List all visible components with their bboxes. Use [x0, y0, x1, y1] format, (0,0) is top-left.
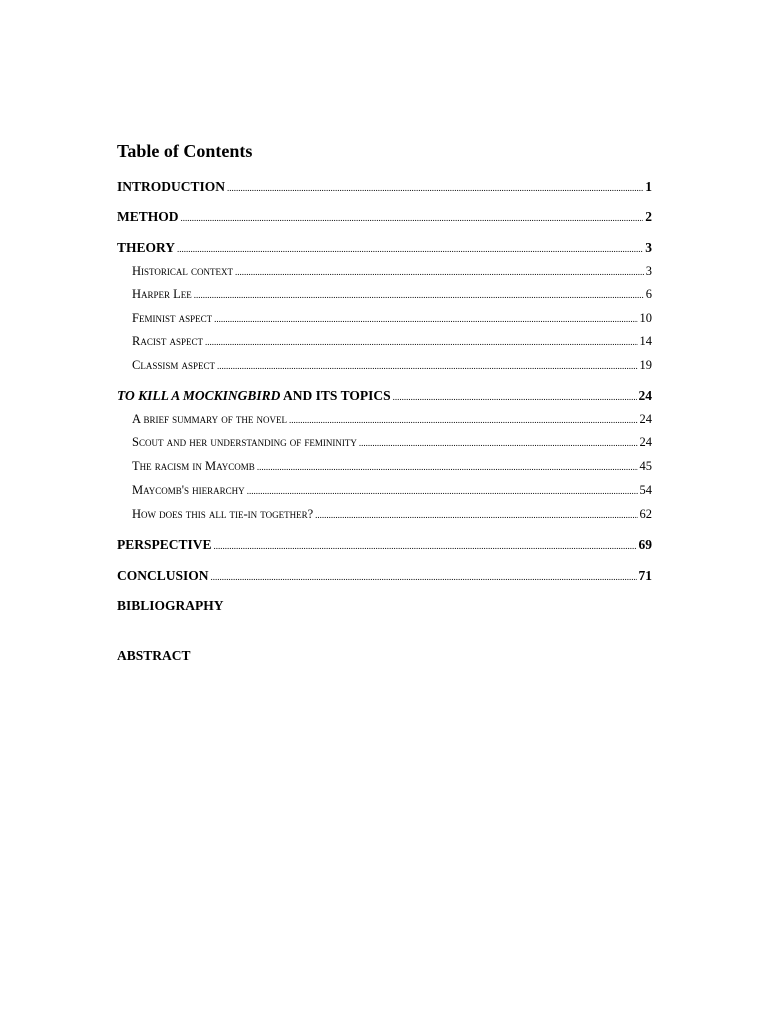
toc-entry-page: 6	[645, 287, 652, 301]
toc-entry-theory[interactable]	[117, 239, 652, 258]
toc-entry-label: METHOD	[117, 209, 179, 224]
toc-entry-label: INTRODUCTION	[117, 179, 226, 194]
toc-entry-racist-aspect[interactable]	[132, 333, 652, 350]
toc-entry-page: 54	[639, 483, 652, 497]
toc-entry-page: 14	[639, 334, 652, 348]
toc-entry-page: 69	[638, 537, 652, 552]
toc-entry-label: Harper Lee	[132, 287, 192, 301]
dot-leader	[393, 388, 637, 406]
toc-entry-page: 71	[638, 568, 652, 583]
toc-entry-page: 45	[639, 459, 652, 473]
dot-leader	[235, 264, 644, 280]
dot-leader	[359, 435, 638, 451]
toc-entry-scout-femininity[interactable]	[132, 434, 652, 451]
toc-entry-maycomb-hierarchy[interactable]	[132, 482, 652, 499]
toc-entry-abstract[interactable]	[117, 647, 652, 665]
toc-entry-mockingbird-topics[interactable]	[117, 387, 652, 406]
dot-leader	[214, 311, 637, 327]
toc-entry-label: Feminist aspect	[132, 311, 213, 325]
dot-leader	[205, 334, 638, 350]
toc-entry-label	[117, 387, 391, 405]
toc-entry-label: THEORY	[117, 240, 176, 255]
dot-leader	[289, 412, 638, 428]
toc-entry-page: 62	[639, 507, 652, 521]
toc-entry-label: Racist aspect	[132, 334, 203, 348]
novel-title: TO KILL A MOCKINGBIRD	[117, 388, 281, 403]
toc-entry-historical-context[interactable]	[132, 263, 652, 280]
toc-entry-label: Historical context	[132, 264, 233, 278]
dot-leader	[181, 209, 644, 227]
toc-entry-page: 19	[639, 358, 652, 372]
dot-leader	[315, 507, 637, 523]
toc-entry-label: Maycomb's hierarchy	[132, 483, 245, 497]
toc-entry-page: 24	[639, 435, 652, 449]
toc-entry-bibliography[interactable]	[117, 597, 652, 615]
toc-entry-page: 1	[645, 179, 652, 194]
dot-leader	[257, 459, 638, 475]
toc-entry-label: How does this all tie-in together?	[132, 507, 314, 521]
toc-entry-feminist-aspect[interactable]	[132, 310, 652, 327]
toc-entry-page: 3	[645, 264, 652, 278]
dot-leader	[214, 537, 637, 555]
toc-entry-harper-lee[interactable]	[132, 286, 652, 303]
toc-entry-classism-aspect[interactable]	[132, 357, 652, 374]
toc-entry-perspective[interactable]	[117, 536, 652, 555]
toc-entry-page: 24	[639, 412, 652, 426]
toc-entry-racism-maycomb[interactable]	[132, 458, 652, 475]
toc-entry-introduction[interactable]	[117, 178, 652, 197]
toc-entry-label: BIBLIOGRAPHY	[117, 598, 224, 613]
toc-entry-label: Scout and her understanding of femininity	[132, 435, 357, 449]
toc-entry-page: 3	[645, 240, 652, 255]
toc-entry-page: 2	[645, 209, 652, 224]
toc-entry-page: 24	[638, 388, 652, 403]
toc-entry-brief-summary[interactable]	[132, 411, 652, 428]
toc-entry-page: 10	[639, 311, 652, 325]
toc-entry-label: CONCLUSION	[117, 568, 209, 583]
dot-leader	[194, 287, 644, 303]
toc-title: Table of Contents	[117, 141, 253, 161]
toc-entry-label: Classism aspect	[132, 358, 215, 372]
toc-entry-conclusion[interactable]	[117, 567, 652, 586]
toc-entry-label-rest: AND ITS TOPICS	[280, 388, 391, 403]
toc-entry-label: ABSTRACT	[117, 648, 191, 663]
toc-entry-method[interactable]	[117, 208, 652, 227]
dot-leader	[217, 358, 638, 374]
dot-leader	[177, 240, 643, 258]
toc-entry-tie-in[interactable]	[132, 506, 652, 523]
toc-entry-label: PERSPECTIVE	[117, 537, 212, 552]
dot-leader	[211, 568, 637, 586]
dot-leader	[227, 179, 643, 197]
dot-leader	[247, 483, 638, 499]
toc-entry-label: The racism in Maycomb	[132, 459, 255, 473]
toc-entry-label: A brief summary of the novel	[132, 412, 287, 426]
